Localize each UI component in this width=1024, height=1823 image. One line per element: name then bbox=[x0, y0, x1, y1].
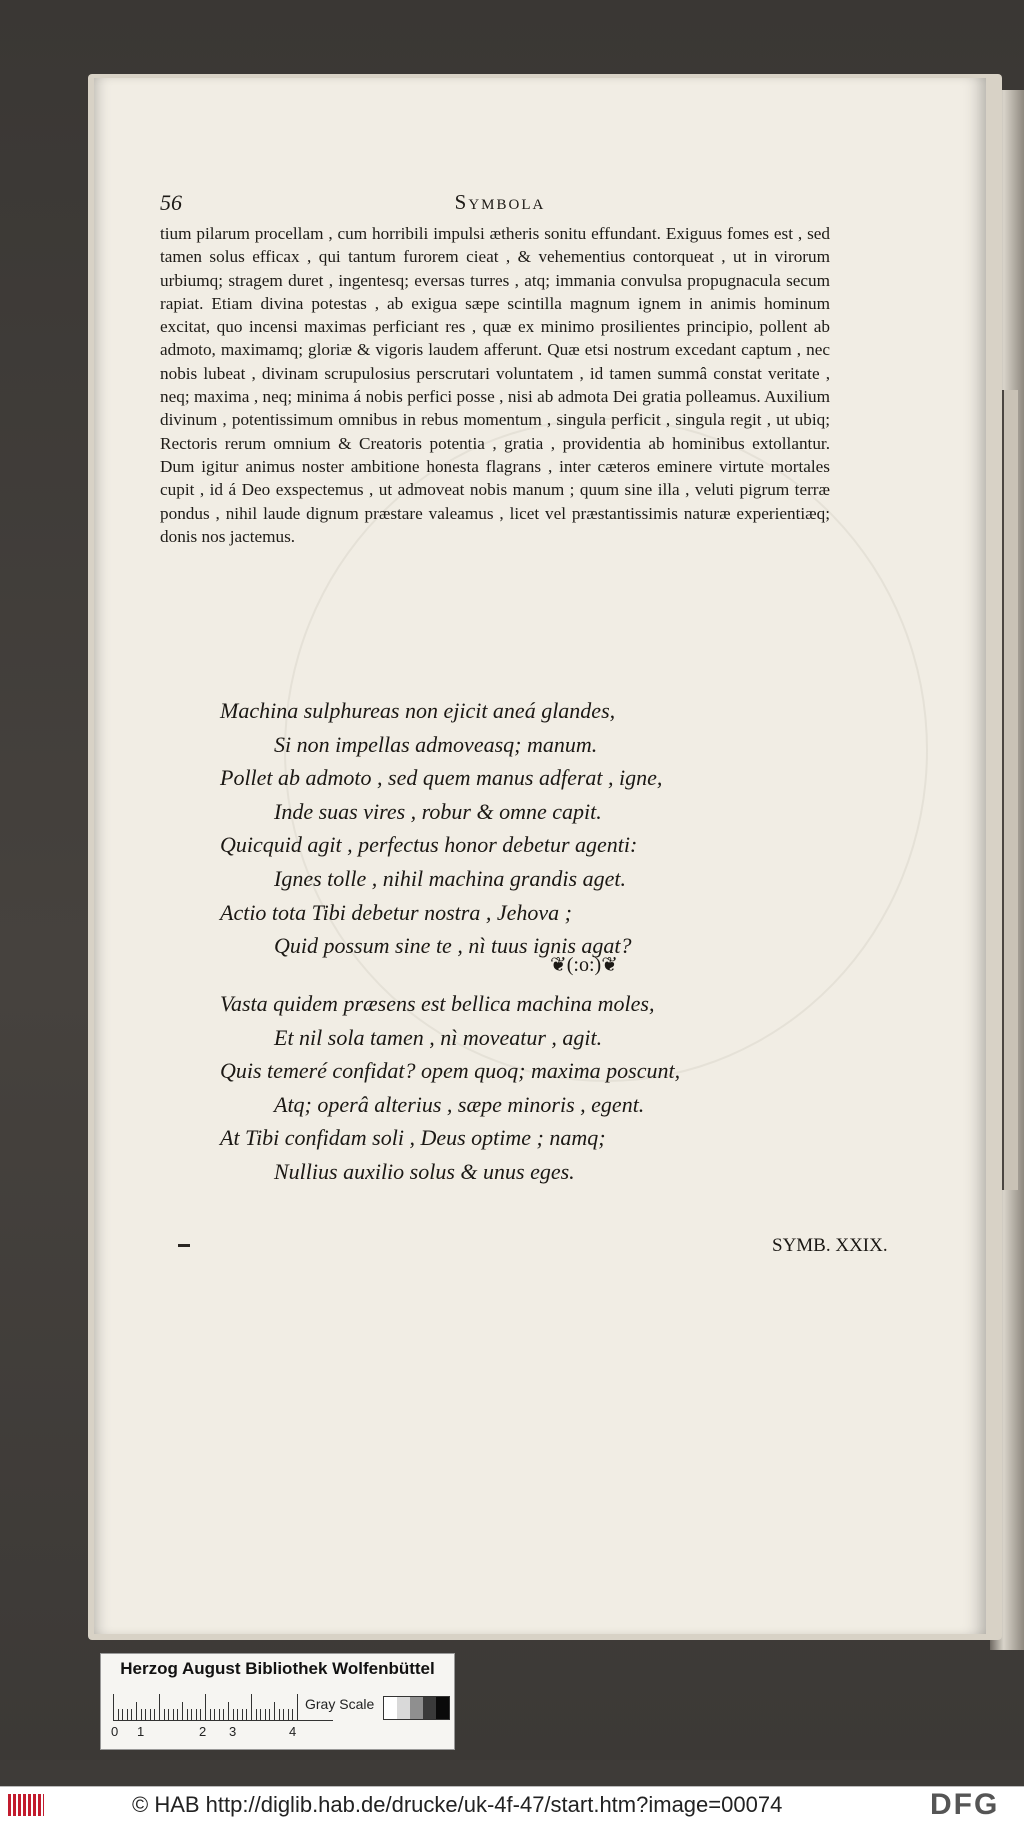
gray-swatch bbox=[423, 1697, 436, 1719]
ruler-tick bbox=[191, 1709, 192, 1720]
verse-stanza-1 bbox=[220, 694, 662, 963]
verse-line: Quicquid agit , perfectus honor debetur agenti: bbox=[220, 832, 638, 858]
ruler-tick bbox=[246, 1709, 247, 1720]
ruler-tick bbox=[219, 1709, 220, 1720]
ruler-tick bbox=[251, 1694, 252, 1720]
ruler-tick bbox=[269, 1709, 270, 1720]
scale-number: 1 bbox=[137, 1724, 145, 1739]
ruler-tick bbox=[127, 1709, 128, 1720]
gray-scale-label: Gray Scale bbox=[305, 1696, 375, 1712]
ruler-tick bbox=[233, 1709, 234, 1720]
ruler-tick bbox=[283, 1709, 284, 1720]
fleuron-ornament: ❦(:o:)❦ bbox=[550, 954, 618, 976]
ruler-tick bbox=[122, 1709, 123, 1720]
verse-line: At Tibi confidam soli , Deus optime ; namq; bbox=[220, 1125, 606, 1151]
scale-number: 3 bbox=[229, 1724, 237, 1739]
ruler-tick bbox=[131, 1709, 132, 1720]
ruler-tick bbox=[159, 1694, 160, 1720]
ruler-tick bbox=[168, 1709, 169, 1720]
ruler-tick bbox=[292, 1709, 293, 1720]
gray-swatch bbox=[436, 1697, 449, 1719]
ruler-tick bbox=[274, 1702, 275, 1720]
catchword: SYMB. XXIX. bbox=[772, 1235, 888, 1256]
verse-line: Vasta quidem præsens est bellica machina moles, bbox=[220, 991, 655, 1016]
gray-swatch bbox=[384, 1697, 397, 1719]
ruler-tick bbox=[182, 1702, 183, 1720]
ruler-tick bbox=[288, 1709, 289, 1720]
footer-url[interactable]: © HAB http://diglib.hab.de/drucke/uk-4f-47/start.htm?image=00074 bbox=[132, 1792, 783, 1817]
ruler-tick bbox=[237, 1709, 238, 1720]
verse-line: Atq; operâ alterius , sæpe minoris , egent. bbox=[274, 1091, 645, 1117]
ruler-tick bbox=[223, 1709, 224, 1720]
ruler-tick bbox=[187, 1709, 188, 1720]
verse-line: Pollet ab admoto , sed quem manus adferat , igne, bbox=[220, 765, 663, 791]
verse-line: Machina sulphureas non ejicit aneá glandes, bbox=[220, 698, 616, 723]
ruler-tick bbox=[118, 1709, 119, 1720]
ink-mark bbox=[178, 1244, 190, 1247]
verse-line: Ignes tolle , nihil machina grandis aget. bbox=[274, 865, 626, 891]
ruler-tick bbox=[200, 1709, 201, 1720]
scale-number: 2 bbox=[199, 1724, 207, 1739]
page-number: 56 bbox=[160, 190, 182, 215]
hab-logo-icon bbox=[8, 1794, 44, 1816]
gray-swatch bbox=[410, 1697, 423, 1719]
verse-line: Nullius auxilio solus & unus eges. bbox=[274, 1158, 575, 1184]
ruler-tick bbox=[150, 1709, 151, 1720]
ruler-tick bbox=[256, 1709, 257, 1720]
ruler-tick bbox=[154, 1709, 155, 1720]
ruler-tick bbox=[164, 1709, 165, 1720]
verse-line: Quid possum sine te , nì tuus ignis agat? bbox=[274, 933, 632, 959]
prose-paragraph: tium pilarum procellam , cum horribili impulsi ætheris sonitu effundant. Exiguus fomes est , sed tamen solus efficax , qui tantum furorem cieat , & vehementius contorqueat , ut in virorum urbiumq; stragem duret , ingentesq; eversas turres , atq; immania convulsa propugnacula secum rapiat. Etiam divina potestas , ab exigua sæpe scintilla magnum ignem in animis hominum excitat, quo incensi maximas perficiant res , quæ ex minimo prosilientes principio, pollent ab admoto, maximamq; gloriæ & vigoris laudem afferunt. Quæ etsi nostrum excedant captum , nec nobis lubeat , divinam scrupulosius perscrutari voluntatem , id tamen summâ constat veritate , neq; maxima , neq; minima á nobis perfici posse , nisi ab admota Dei gratia polleamus. Auxilium divinum , potentissimum omnibus in rebus momentum , singula perficit , singula regit , ut ubiq; Rectoris rerum omnium & Creatoris potentia , gratia , providentia ab hominibus extollantur. Dum igitur animus noster ambitione honesta flagrans , inter cæteros eminere virtute mortales cupit , id á Deo exspectemus , ut admoveat nobis manum ; quum sine illa , veluti pigrum terræ pondus , nihil laude dignum præstare valeamus , licet vel præstantissimis naturæ experientiæq; donis nos jactemus. bbox=[160, 224, 830, 546]
ruler-tick bbox=[297, 1694, 298, 1720]
calibration-target bbox=[100, 1653, 455, 1750]
prose-text bbox=[160, 222, 830, 548]
ruler-tick bbox=[214, 1709, 215, 1720]
ruler-tick bbox=[177, 1709, 178, 1720]
ruler-tick bbox=[228, 1702, 229, 1720]
dfg-logo: DFG bbox=[930, 1788, 1000, 1821]
ruler-tick bbox=[205, 1694, 206, 1720]
scale-number: 0 bbox=[111, 1724, 119, 1739]
gray-scale-swatches bbox=[383, 1696, 450, 1720]
ruler-tick bbox=[141, 1709, 142, 1720]
verse-line: Actio tota Tibi debetur nostra , Jehova ; bbox=[220, 899, 572, 925]
ruler-tick bbox=[196, 1709, 197, 1720]
verse-line: Si non impellas admoveasq; manum. bbox=[274, 731, 598, 757]
scale-ruler bbox=[113, 1692, 333, 1721]
ruler-tick bbox=[242, 1709, 243, 1720]
gray-swatch bbox=[397, 1697, 410, 1719]
ruler-tick bbox=[279, 1709, 280, 1720]
ruler-tick bbox=[210, 1709, 211, 1720]
verse-stanza-2 bbox=[220, 987, 680, 1189]
library-name: Herzog August Bibliothek Wolfenbüttel bbox=[120, 1659, 435, 1678]
ruler-tick bbox=[145, 1709, 146, 1720]
ruler-tick bbox=[136, 1702, 137, 1720]
running-head: Symbola bbox=[454, 190, 546, 214]
verse-line: Et nil sola tamen , nì moveatur , agit. bbox=[274, 1024, 603, 1050]
footer-bar bbox=[0, 1786, 1024, 1823]
ruler-tick bbox=[173, 1709, 174, 1720]
ruler-tick bbox=[260, 1709, 261, 1720]
verse-line: Quis temeré confidat? opem quoq; maxima poscunt, bbox=[220, 1058, 681, 1084]
verse-line: Inde suas vires , robur & omne capit. bbox=[274, 798, 602, 824]
ruler-tick bbox=[113, 1694, 114, 1720]
ruler-tick bbox=[265, 1709, 266, 1720]
scale-number: 4 bbox=[289, 1724, 297, 1739]
